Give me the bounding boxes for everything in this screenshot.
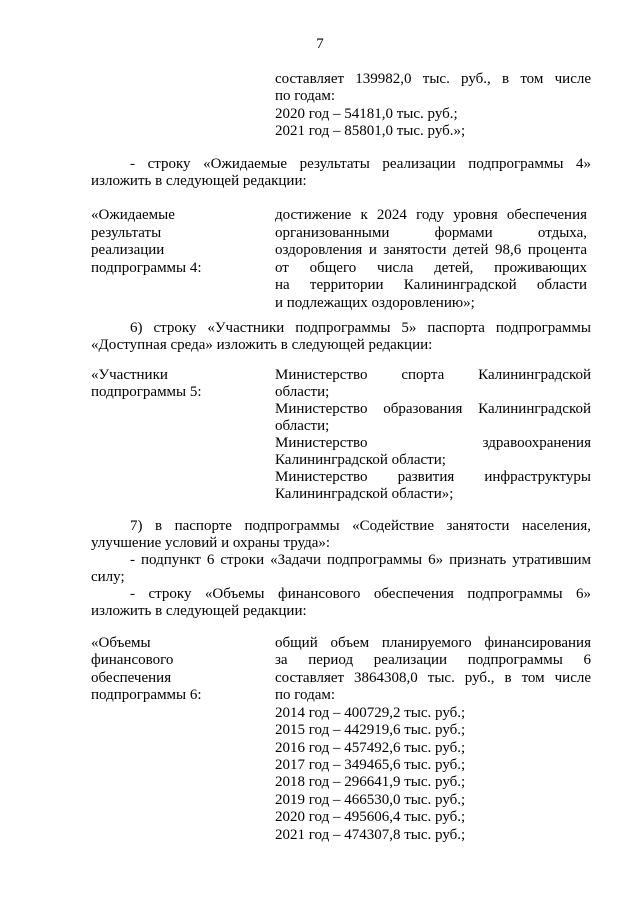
section3-year-2019: 2019 год – 466530,0 тыс. руб.;: [275, 792, 466, 808]
block1-line-4: 2021 год – 85801,0 тыс. руб.»;: [275, 123, 466, 139]
section2-text-7: Министерство развития инфраструктуры: [275, 469, 591, 485]
block1-line-1: составляет 139982,0 тыс. руб., в том числе: [275, 71, 591, 87]
para3-line-3: - подпункт 6 строки «Задачи подпрограммы 6» признать утратившим: [130, 552, 591, 568]
section2-text-1: Министерство спорта Калининградской: [275, 367, 591, 383]
section2-text-2: области;: [275, 384, 330, 400]
section2-label-2: подпрограммы 5:: [91, 384, 202, 400]
section1-text-5: на территории Калининградской области: [275, 277, 587, 293]
section1-text-3: оздоровления и занятости детей 98,6 процента: [275, 242, 587, 258]
section2-text-5: Министерство здравоохранения: [275, 435, 591, 451]
block1-line-3: 2020 год – 54181,0 тыс. руб.;: [275, 106, 458, 122]
section3-year-2018: 2018 год – 296641,9 тыс. руб.;: [275, 774, 466, 790]
section1-label-3: реализации: [91, 242, 165, 258]
section3-label-3: обеспечения: [91, 670, 172, 686]
section3-text-2: за период реализации подпрограммы 6: [275, 652, 591, 668]
section2-text-6: Калининградской области;: [275, 452, 446, 468]
para1-line-1: - строку «Ожидаемые результаты реализации подпрограммы 4»: [130, 156, 591, 172]
section2-text-3: Министерство образования Калининградской: [275, 401, 591, 417]
section3-year-2021: 2021 год – 474307,8 тыс. руб.;: [275, 827, 466, 843]
para3-line-6: изложить в следующей редакции:: [91, 603, 307, 619]
section1-text-4: от общего числа детей, проживающих: [275, 260, 587, 276]
section2-text-4: области;: [275, 418, 330, 434]
para2-line-2: «Доступная среда» изложить в следующей редакции:: [91, 337, 433, 353]
section3-label-1: «Объемы: [91, 635, 151, 651]
section3-label-4: подпрограммы 6:: [91, 687, 202, 703]
section3-year-2020: 2020 год – 495606,4 тыс. руб.;: [275, 809, 466, 825]
section3-year-2017: 2017 год – 349465,6 тыс. руб.;: [275, 757, 466, 773]
section3-label-2: финансового: [91, 652, 174, 668]
section1-text-1: достижение к 2024 году уровня обеспечения: [275, 207, 587, 223]
para3-line-1: 7) в паспорте подпрограммы «Содействие занятости населения,: [130, 518, 591, 534]
section1-text-2: организованными формами отдыха,: [275, 225, 587, 241]
section3-text-1: общий объем планируемого финансирования: [275, 635, 591, 651]
para3-line-5: - строку «Объемы финансового обеспечения подпрограммы 6»: [130, 586, 591, 602]
page-number: 7: [316, 36, 324, 52]
section3-year-2014: 2014 год – 400729,2 тыс. руб.;: [275, 705, 466, 721]
section1-label-4: подпрограммы 4:: [91, 260, 202, 276]
section1-text-6: и подлежащих оздоровлению»;: [275, 295, 475, 311]
section3-year-2016: 2016 год – 457492,6 тыс. руб.;: [275, 740, 466, 756]
section1-label-2: результаты: [91, 225, 162, 241]
section2-text-8: Калининградской области»;: [275, 486, 454, 502]
section2-label-1: «Участники: [91, 367, 168, 383]
section3-text-4: по годам:: [275, 687, 336, 703]
section1-label-1: «Ожидаемые: [91, 207, 175, 223]
para1-line-2: изложить в следующей редакции:: [91, 173, 307, 189]
section3-text-3: составляет 3864308,0 тыс. руб., в том числе: [275, 670, 591, 686]
section3-year-2015: 2015 год – 442919,6 тыс. руб.;: [275, 722, 466, 738]
para3-line-4: силу;: [91, 569, 125, 585]
para2-line-1: 6) строку «Участники подпрограммы 5» паспорта подпрограммы: [130, 320, 591, 336]
para3-line-2: улучшение условий и охраны труда»:: [91, 535, 331, 551]
block1-line-2: по годам:: [275, 88, 336, 104]
